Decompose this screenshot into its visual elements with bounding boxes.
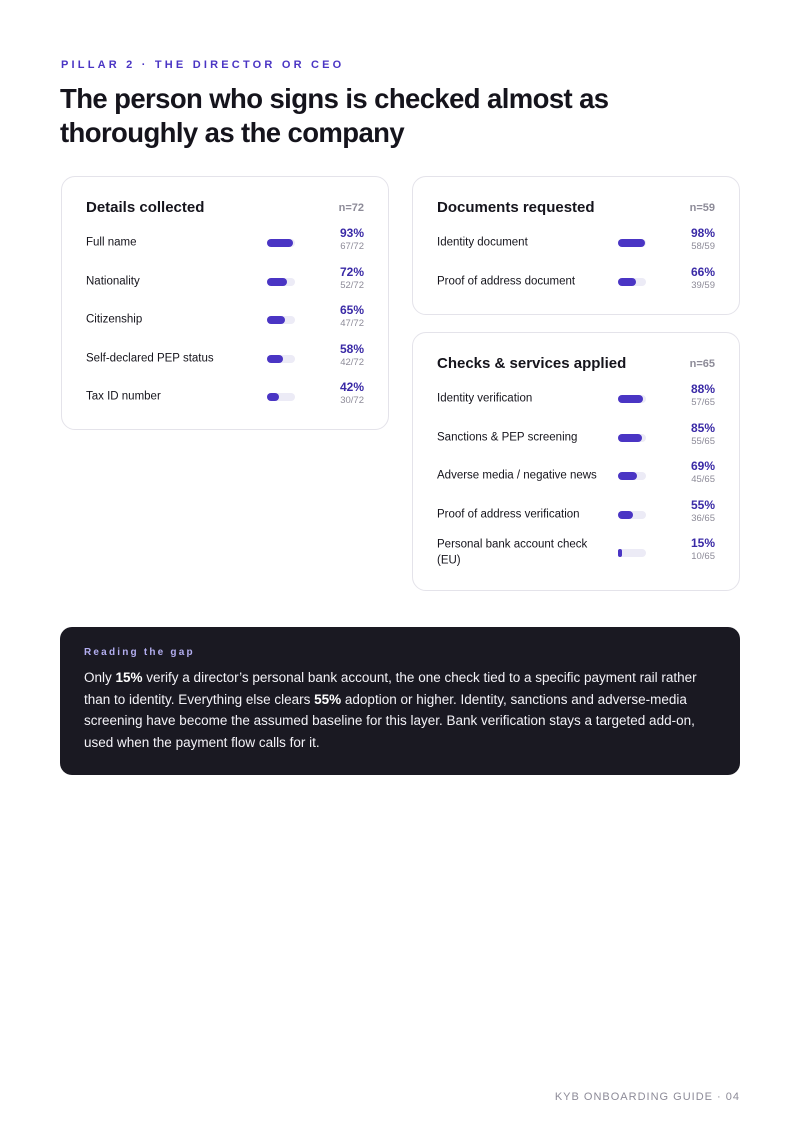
count-fraction: 39/59 <box>691 279 715 291</box>
percentage-value: 98% <box>690 226 715 240</box>
percentage-value: 88% <box>690 382 715 396</box>
progress-bar <box>267 278 295 286</box>
sample-size: n=65 <box>689 358 715 370</box>
progress-fill <box>618 434 642 442</box>
sample-size: n=59 <box>689 202 715 214</box>
highlight-figure: 55% <box>314 691 342 707</box>
progress-fill <box>618 278 636 286</box>
count-fraction: 57/65 <box>691 397 715 408</box>
progress-bar <box>618 549 646 557</box>
card-title: Documents requested <box>437 199 595 216</box>
percentage-value: 72% <box>339 264 364 279</box>
progress-fill <box>618 511 633 519</box>
stat-row <box>437 497 715 533</box>
count-fraction: 36/65 <box>691 512 715 524</box>
percentage-value: 66% <box>690 264 715 279</box>
stat-row <box>437 535 715 571</box>
row-label: Adverse media / negative news <box>437 469 597 482</box>
count-fraction: 58/59 <box>691 241 715 252</box>
progress-fill <box>267 239 293 247</box>
row-label: Personal bank account check (EU) <box>437 538 588 566</box>
row-label: Identity verification <box>437 392 533 405</box>
panel-title: Reading the gap <box>84 647 195 658</box>
stat-row <box>437 264 715 300</box>
count-fraction: 30/72 <box>340 395 364 406</box>
highlight-figure: 15% <box>115 670 143 685</box>
card-title: Checks & services applied <box>437 355 627 372</box>
page-footer: KYB ONBOARDING GUIDE · 04 <box>554 1091 740 1103</box>
progress-fill <box>618 395 643 403</box>
stat-row <box>86 225 364 261</box>
card-title: Details collected <box>86 199 205 216</box>
progress-bar <box>618 511 646 519</box>
sample-size: n=72 <box>338 202 364 214</box>
percentage-value: 55% <box>690 497 715 512</box>
progress-bar <box>267 393 295 401</box>
stat-row <box>437 420 715 456</box>
progress-fill <box>267 393 279 401</box>
stat-row <box>86 379 364 415</box>
body-text: verify a director’s personal bank account, the one check tied to a specific payment rail rather than to identity. Everything else clears <box>84 670 697 707</box>
row-label: Tax ID number <box>86 390 161 403</box>
progress-bar <box>267 355 295 363</box>
progress-fill <box>618 549 622 557</box>
checks-services-card <box>412 332 740 591</box>
progress-bar <box>267 239 295 247</box>
stat-row <box>86 302 364 338</box>
stat-row <box>437 458 715 494</box>
percentage-value: 93% <box>339 226 364 240</box>
progress-fill <box>618 239 645 247</box>
row-label: Identity document <box>437 236 528 249</box>
page-title: The person who signs is checked almost as thoroughly as the company <box>60 83 609 148</box>
details-collected-card <box>61 176 389 430</box>
count-fraction: 45/65 <box>691 474 715 485</box>
stat-row <box>437 381 715 417</box>
panel-body <box>84 667 720 753</box>
count-fraction: 67/72 <box>340 241 364 252</box>
count-fraction: 42/72 <box>340 356 364 368</box>
row-label: Proof of address document <box>437 274 576 287</box>
card-header <box>437 199 715 219</box>
progress-bar <box>618 239 646 247</box>
reading-the-gap-panel <box>60 627 740 775</box>
row-label: Proof of address verification <box>437 507 580 520</box>
percentage-value: 65% <box>339 303 364 317</box>
progress-fill <box>267 316 285 324</box>
stat-row <box>86 264 364 300</box>
progress-fill <box>267 355 283 363</box>
stat-row <box>437 225 715 261</box>
percentage-value: 85% <box>690 420 715 435</box>
percentage-value: 42% <box>339 380 364 394</box>
percentage-value: 69% <box>690 459 715 473</box>
row-label: Sanctions & PEP screening <box>437 430 578 443</box>
percentage-value: 58% <box>339 341 364 356</box>
documents-requested-card <box>412 176 740 315</box>
row-label: Self-declared PEP status <box>86 351 214 364</box>
percentage-value: 15% <box>690 536 715 550</box>
row-label: Citizenship <box>86 313 143 326</box>
progress-fill <box>267 278 287 286</box>
count-fraction: 52/72 <box>340 279 364 291</box>
card-header <box>86 199 364 219</box>
progress-bar <box>618 278 646 286</box>
progress-bar <box>618 472 646 480</box>
body-text: adoption or higher. Identity, sanctions and adverse-media screening have become the assumed baseline for this layer. Bank verification stays a targeted add-on, used when the payment flow calls for it. <box>84 691 695 750</box>
count-fraction: 47/72 <box>340 318 364 329</box>
row-label: Nationality <box>86 274 140 287</box>
progress-bar <box>618 434 646 442</box>
progress-fill <box>618 472 637 480</box>
row-label: Full name <box>86 236 137 249</box>
progress-bar <box>267 316 295 324</box>
progress-bar <box>618 395 646 403</box>
body-text: Only <box>84 670 116 685</box>
card-header <box>437 355 715 375</box>
stat-row <box>86 341 364 377</box>
count-fraction: 10/65 <box>691 551 715 562</box>
pillar-eyebrow: PILLAR 2 · THE DIRECTOR OR CEO <box>61 59 345 71</box>
count-fraction: 55/65 <box>691 435 715 447</box>
